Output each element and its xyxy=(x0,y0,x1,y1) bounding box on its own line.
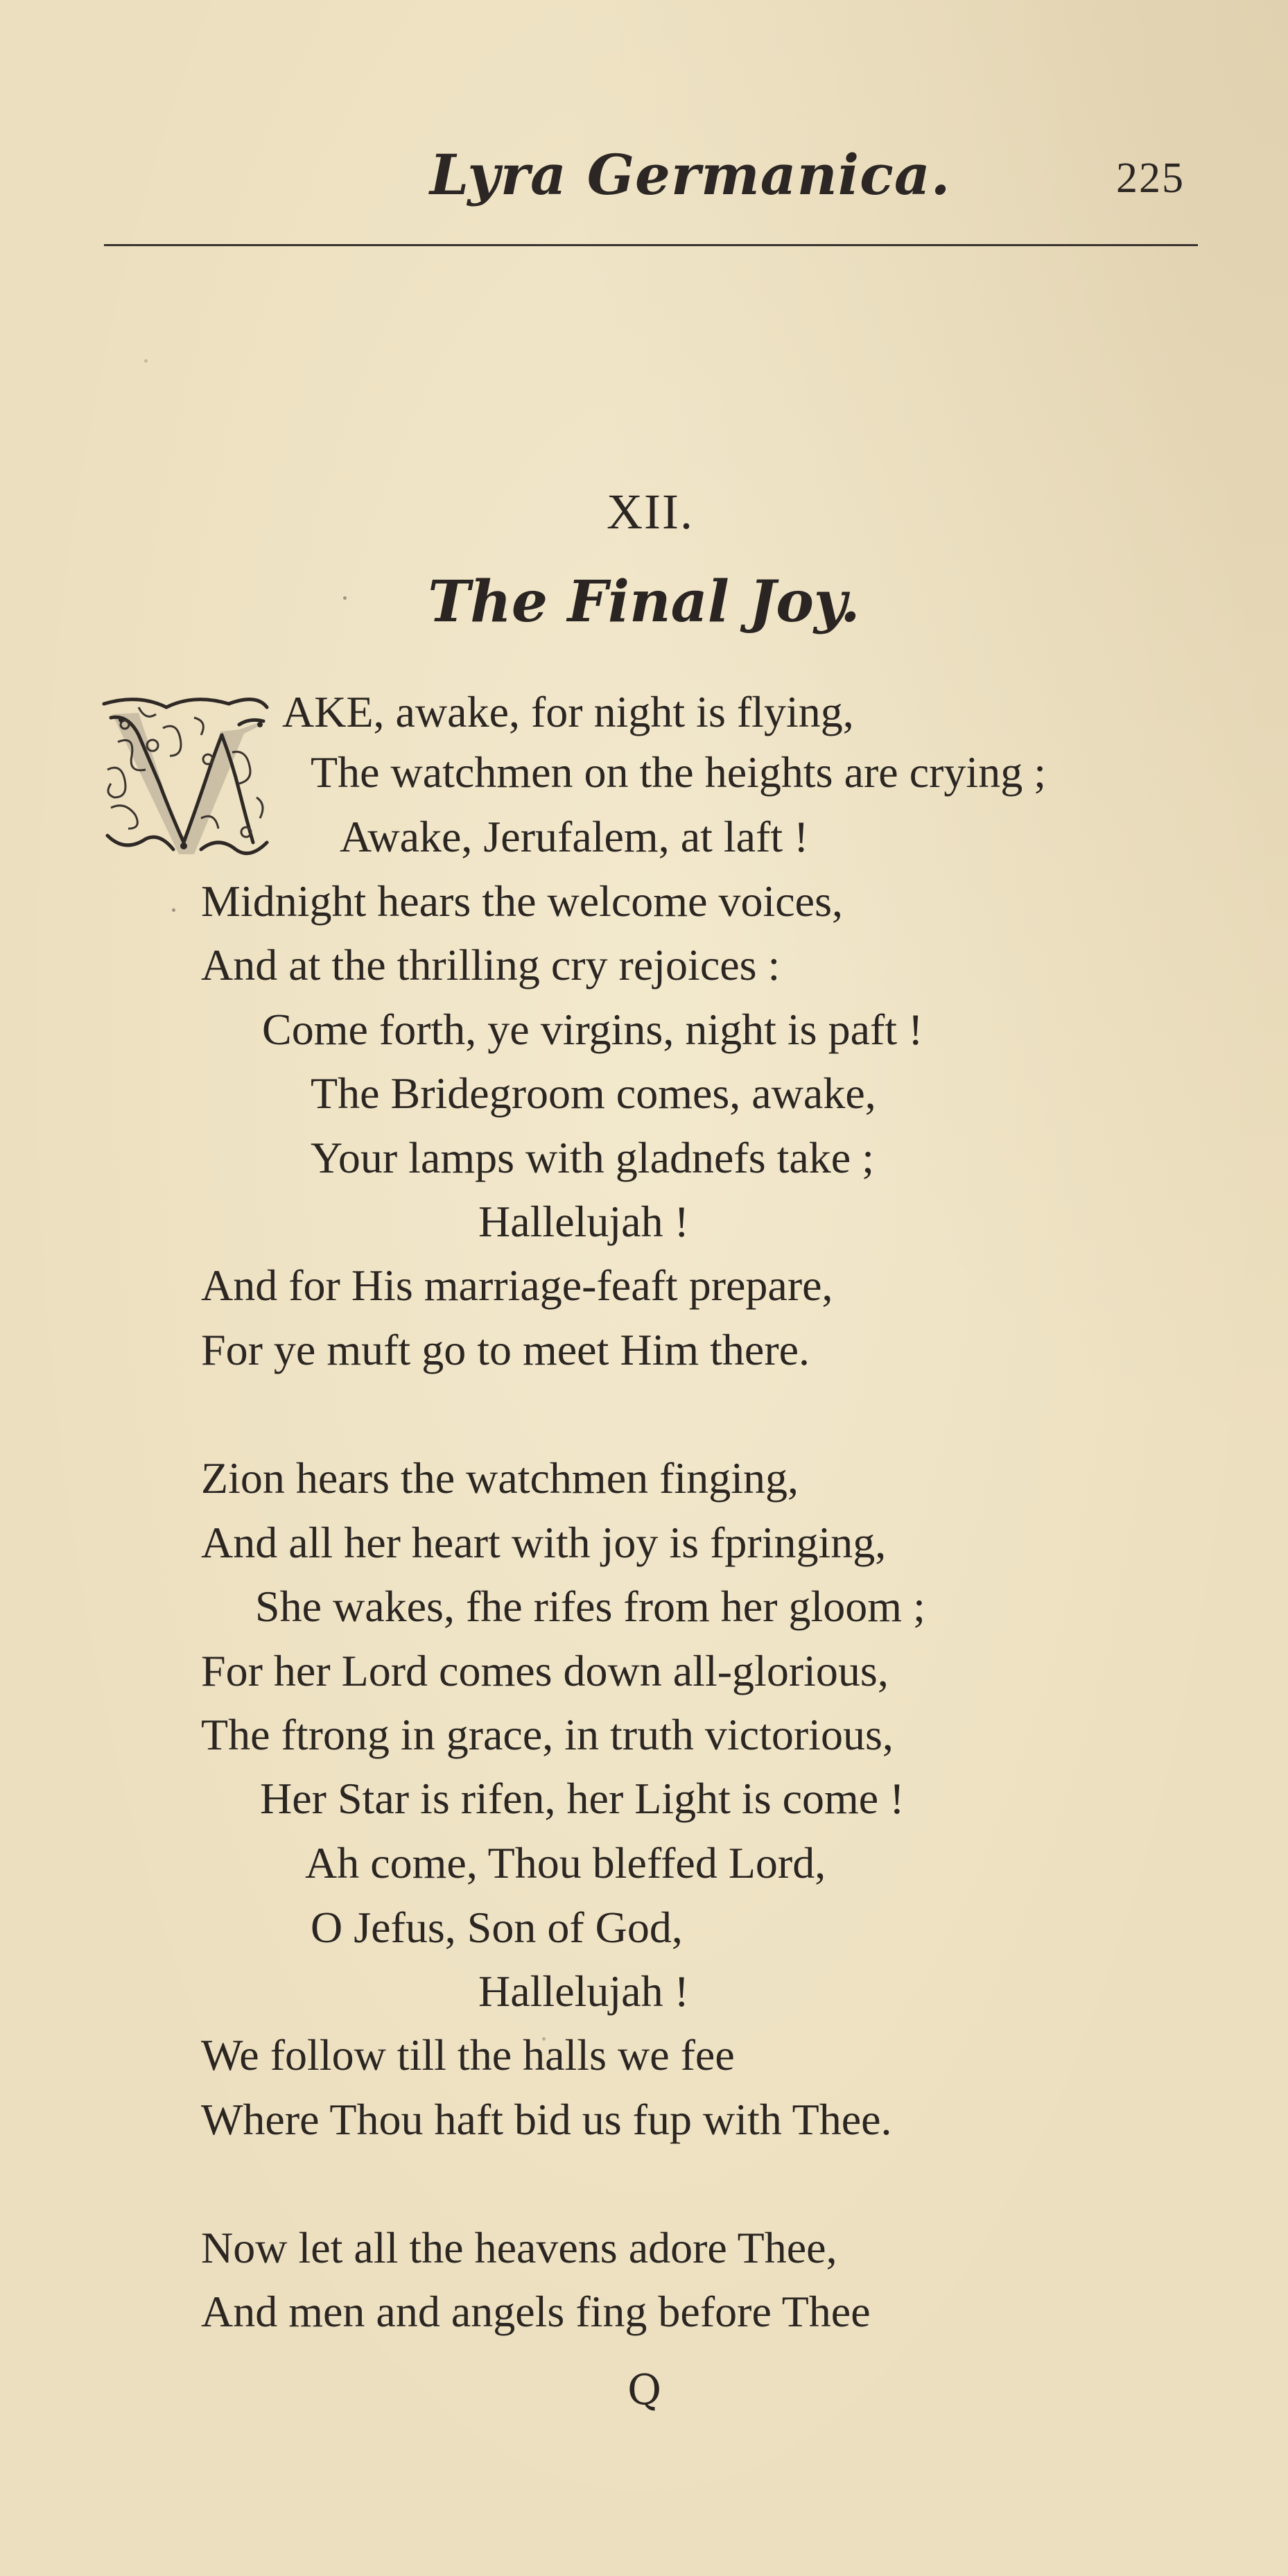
poem-line: And at the thrilling cry rejoices : xyxy=(201,940,781,989)
paper-speck xyxy=(542,2037,546,2041)
poem-line: For her Lord comes down all-glorious, xyxy=(201,1646,889,1695)
section-number xyxy=(0,483,1288,541)
paper-speck xyxy=(343,596,347,600)
poem-line: And men and angels fing before Thee xyxy=(201,2287,871,2336)
poem-line: Her Star is rifen, her Light is come ! xyxy=(260,1774,905,1823)
poem-line: Awake, Jerufalem, at laft ! xyxy=(340,812,809,861)
decorated-initial-w xyxy=(97,693,270,860)
ornamental-initial-icon xyxy=(97,693,270,860)
poem-line: The Bridegroom comes, awake, xyxy=(311,1069,876,1118)
poem-line: Zion hears the watchmen finging, xyxy=(201,1453,799,1503)
poem-title: The Final Joy. xyxy=(428,569,860,635)
paper-speck xyxy=(172,908,175,912)
poem-line: Come forth, ye virgins, night is paft ! xyxy=(262,1005,923,1054)
poem-line: Midnight hears the welcome voices, xyxy=(201,876,843,926)
poem-line: AKE, awake, for night is flying, xyxy=(282,687,854,736)
poem-line: O Jefus, Son of God, xyxy=(311,1903,683,1952)
header-rule xyxy=(104,244,1198,246)
poem-line: And all her heart with joy is fpringing, xyxy=(201,1518,887,1567)
running-title: Lyra Germanica. xyxy=(430,142,951,207)
poem-line: Ah come, Thou bleffed Lord, xyxy=(305,1838,826,1887)
poem-line: Hallelujah ! xyxy=(478,1966,689,2016)
poem-line: Hallelujah ! xyxy=(478,1197,689,1246)
poem-line: For ye muft go to meet Him there. xyxy=(201,1325,810,1374)
page-number: 225 xyxy=(1116,155,1185,202)
poem-line: Now let all the heavens adore Thee, xyxy=(201,2223,837,2272)
poem-line: We follow till the halls we fee xyxy=(201,2030,735,2080)
poem-line: And for His marriage-feaft prepare, xyxy=(201,1261,833,1310)
poem-line: The ftrong in grace, in truth victorious, xyxy=(201,1710,894,1759)
section-number-text: XII. xyxy=(607,484,694,539)
paper-speck xyxy=(144,359,148,363)
signature-mark: Q xyxy=(627,2366,662,2414)
poem-line: Where Thou haft bid us fup with Thee. xyxy=(201,2095,892,2144)
poem-line: Your lamps with gladnefs take ; xyxy=(311,1133,874,1182)
poem-line: The watchmen on the heights are crying ; xyxy=(311,747,1046,797)
poem-line: She wakes, fhe rifes from her gloom ; xyxy=(255,1582,925,1631)
